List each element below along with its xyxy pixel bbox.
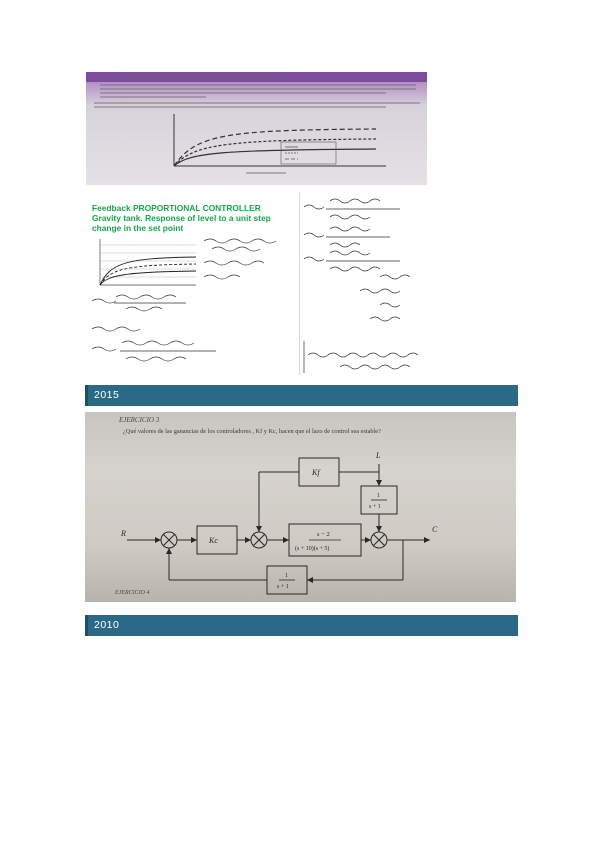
label-output-c: C bbox=[432, 525, 438, 534]
plant-numerator: s − 2 bbox=[317, 531, 330, 538]
exercise-photo bbox=[85, 412, 516, 602]
handwritten-notes-left bbox=[86, 193, 300, 375]
exercise-footer: EJERCICIO 4 bbox=[115, 590, 150, 596]
year-heading-2010: 2010 bbox=[85, 615, 518, 636]
block-kc: Kc bbox=[209, 536, 218, 545]
fb-denominator: s + 1 bbox=[277, 584, 289, 590]
step-response-photo bbox=[86, 72, 427, 185]
exercise-title: EJERCICIO 3 bbox=[119, 416, 160, 424]
fb-numerator: 1 bbox=[285, 573, 288, 579]
dist-numerator: 1 bbox=[377, 493, 380, 499]
question-photo bbox=[86, 72, 427, 185]
exercise-question: ¿Qué valores de las ganancias de los controladores , Kf y Kc, hacen que el lazo de control sea estable? bbox=[123, 428, 381, 435]
notes-sketch bbox=[86, 233, 298, 373]
block-kf: Kf bbox=[312, 468, 320, 477]
block-diagram bbox=[85, 412, 516, 602]
year-heading-2015: 2015 bbox=[85, 385, 518, 406]
label-disturbance-l: L bbox=[376, 451, 381, 460]
notes-title-line3: change in the set point bbox=[92, 223, 184, 233]
notes-title-line2: Gravity tank. Response of level to a unit step bbox=[92, 213, 271, 223]
notes-title bbox=[92, 203, 292, 233]
label-input-r: R bbox=[121, 529, 126, 538]
handwritten-notes-right bbox=[300, 193, 428, 375]
dist-denominator: s + 1 bbox=[369, 504, 381, 510]
notes-title-line1: Feedback PROPORTIONAL CONTROLLER bbox=[92, 203, 261, 213]
plant-denominator: (s + 10)(s + 5) bbox=[295, 546, 330, 552]
notes-equations bbox=[300, 193, 428, 375]
